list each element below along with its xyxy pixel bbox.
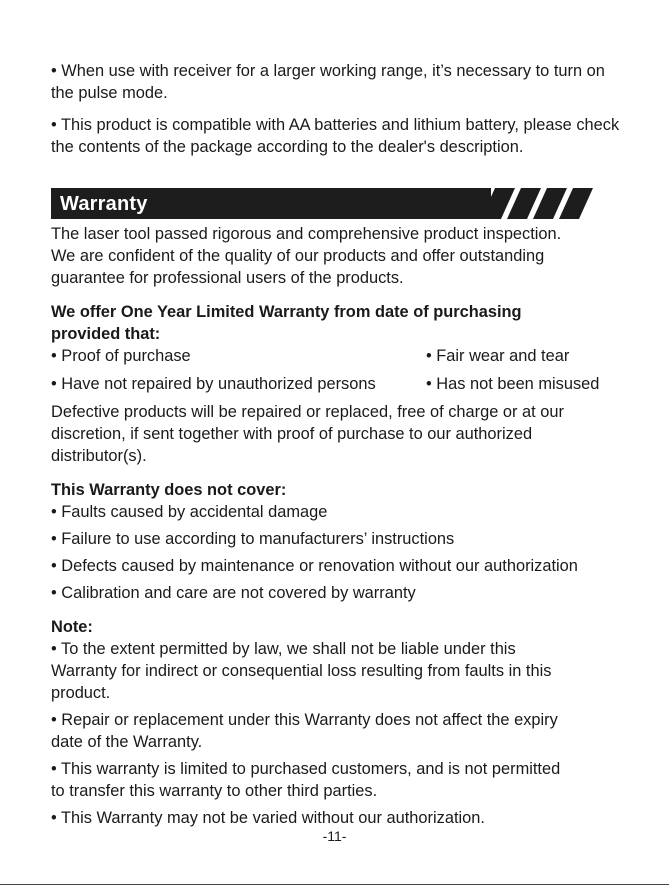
warranty-intro	[51, 223, 631, 289]
condition-item: • Proof of purchase	[51, 347, 191, 365]
not-cover-item: • Faults caused by accidental damage	[51, 503, 328, 521]
repair-paragraph	[51, 401, 631, 467]
note-line: Warranty for indirect or consequential loss resulting from faults in this	[51, 662, 552, 680]
note-heading: Note:	[51, 618, 93, 636]
note-line: • To the extent permitted by law, we shall not be liable under this	[51, 640, 516, 658]
note-section	[51, 616, 631, 829]
warranty-intro-line: The laser tool passed rigorous and comprehensive product inspection.	[51, 225, 562, 243]
offer-section	[51, 301, 631, 467]
note-line: • This warranty is limited to purchased customers, and is not permitted	[51, 760, 561, 778]
note-item	[51, 638, 631, 704]
warranty-banner	[51, 188, 592, 219]
note-line: date of the Warranty.	[51, 733, 203, 751]
bottom-divider	[0, 884, 669, 885]
warranty-intro-line: We are confident of the quality of our products and offer outstanding	[51, 247, 545, 265]
warranty-title: Warranty	[60, 193, 148, 215]
note-line: product.	[51, 684, 111, 702]
condition-row	[51, 373, 631, 395]
note-item	[51, 807, 631, 829]
note-line: • This Warranty may not be varied without our authorization.	[51, 809, 485, 827]
note-line: to transfer this warranty to other third parties.	[51, 782, 378, 800]
note-line: • Repair or replacement under this Warranty does not affect the expiry	[51, 711, 558, 729]
page-number: -11-	[322, 828, 347, 844]
intro-paragraph-batteries: • This product is compatible with AA batteries and lithium battery, please check the contents of the package according to the dealer's description.	[51, 116, 620, 156]
not-cover-section	[51, 479, 631, 604]
condition-row	[51, 345, 631, 367]
warranty-intro-line: guarantee for professional users of the products.	[51, 269, 404, 287]
offer-heading-line: provided that:	[51, 325, 161, 343]
stripes-decoration-icon	[481, 188, 593, 219]
manual-page	[51, 60, 631, 829]
condition-item: • Has not been misused	[426, 375, 600, 393]
repair-line: distributor(s).	[51, 447, 147, 465]
not-cover-item: • Failure to use according to manufacturers’ instructions	[51, 530, 455, 548]
offer-heading-line: We offer One Year Limited Warranty from date of purchasing	[51, 303, 522, 321]
not-cover-item: • Calibration and care are not covered by warranty	[51, 584, 416, 602]
not-cover-item: • Defects caused by maintenance or renovation without our authorization	[51, 557, 578, 575]
intro-paragraph-pulse: • When use with receiver for a larger working range, it’s necessary to turn on the pulse mode.	[51, 62, 605, 102]
not-cover-heading: This Warranty does not cover:	[51, 481, 287, 499]
condition-item: • Have not repaired by unauthorized persons	[51, 375, 376, 393]
repair-line: Defective products will be repaired or replaced, free of charge or at our	[51, 403, 564, 421]
condition-item: • Fair wear and tear	[426, 347, 570, 365]
note-item	[51, 758, 631, 802]
repair-line: discretion, if sent together with proof of purchase to our authorized	[51, 425, 533, 443]
note-item	[51, 709, 631, 753]
